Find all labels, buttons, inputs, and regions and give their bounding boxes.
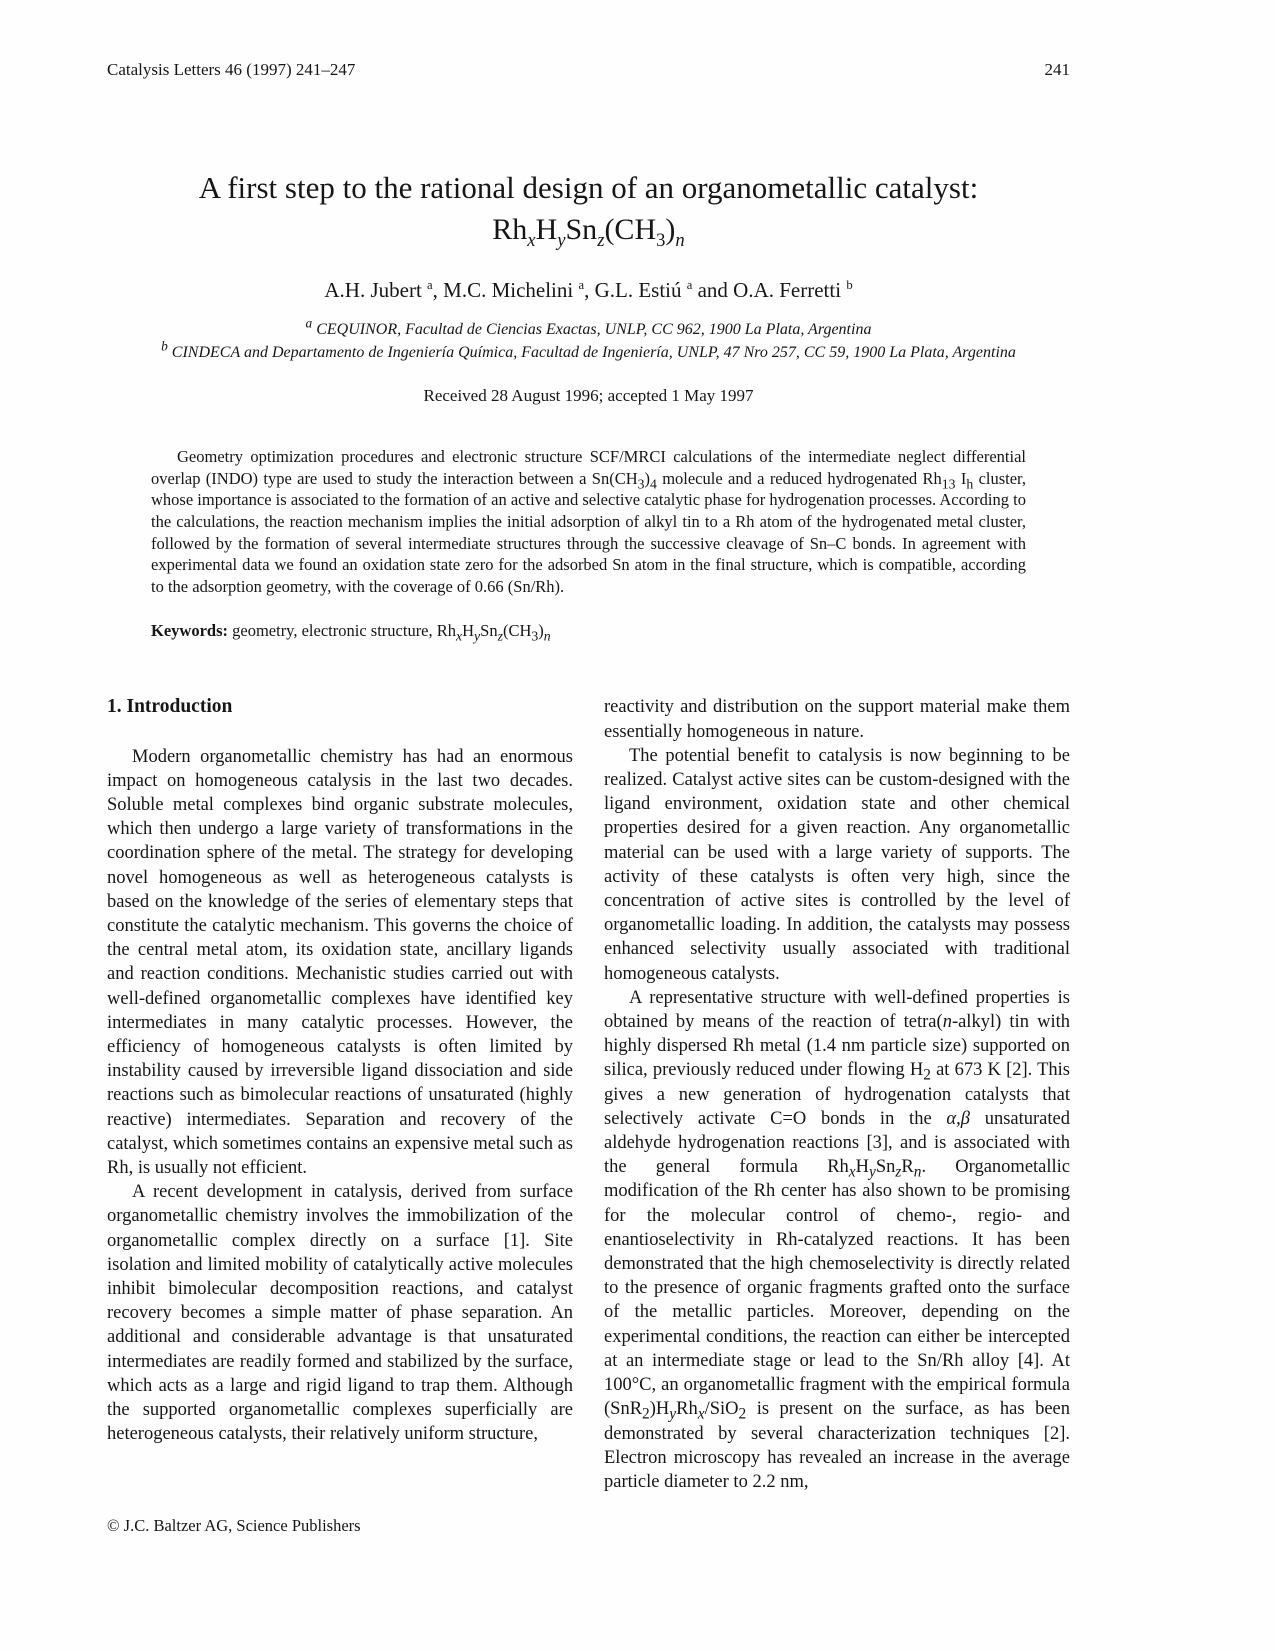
authors-line: A.H. Jubert $^a$, M.C. Michelini $^a$, G.L. Estiú $^a$ and O.A. Ferretti $^b$ (324, 277, 853, 302)
article-body (107, 695, 1070, 1494)
paragraph: The potential benefit to catalysis is now beginning to be realized. Catalyst active sites can be custom-designed with the ligand environment, oxidation state and other chemical properties desired for a given reaction. Any organometallic material can be used with a large variety of supports. The activity of these catalysts is often very high, since the concentration of active sites is controlled by the level of organometallic loading. In addition, the catalysts may possess enhanced selectivity usually associated with traditional homogeneous catalysts. (604, 745, 1070, 984)
paragraph: Modern organometallic chemistry has had an enormous impact on homogeneous catalysis in the last two decades. Soluble metal complexes bind organic substrate molecules, which then undergo a large variety of transformations in the coordination sphere of the metal. The strategy for developing novel homogeneous as well as heterogeneous catalysts is based on the knowledge of the series of elementary steps that constitute the catalytic mechanism. This governs the choice of the central metal atom, its oxidation state, ancillary ligands and reaction conditions. Mechanistic studies carried out with well-defined organometallic complexes have identified key intermediates in many catalytic processes. However, the efficiency of homogeneous catalysts is often limited by instability caused by irreversible ligand dissociation and side reactions such as bimolecular reactions of unsaturated (highly reactive) intermediates. Separation and recovery of the catalyst, which sometimes contains an expensive metal such as Rh, is usually not efficient. (107, 746, 573, 1179)
received-accepted-line: Received 28 August 1996; accepted 1 May 1997 (423, 386, 754, 406)
left-column (107, 695, 573, 1494)
journal-citation: Catalysis Letters 46 (1997) 241–247 (107, 60, 356, 79)
right-column (604, 695, 1070, 1494)
paragraph: reactivity and distribution on the support material make them essentially homogeneous in nature. (604, 697, 1070, 742)
article-title (107, 168, 1070, 250)
copyright-line: © J.C. Baltzer AG, Science Publishers (107, 1516, 361, 1535)
paragraph: A recent development in catalysis, derived from surface organometallic chemistry involves the immobilization of the organometallic complex directly on a surface [1]. Site isolation and limited mobility of catalytically active molecules inhibit bimolecular decomposition reactions, and catalyst recovery becomes a simple matter of phase separation. An additional and considerable advantage is that unsaturated intermediates are readily formed and stabilized by the surface, which acts as a large and rigid ligand to trap them. Although the supported organometallic complexes superficially are heterogeneous catalysts, their relatively uniform structure, (107, 1182, 573, 1445)
page-number: 241 (1044, 60, 1070, 79)
page-content (107, 0, 1070, 1494)
keywords-line: Keywords: geometry, electronic structure, $Rh_xH_ySn_z(CH_3)_n$ (151, 621, 551, 644)
paragraph: A representative structure with well-defined properties is obtained by means of the reaction of tetra(n-alkyl) tin with highly dispersed Rh metal (1.4 nm particle size) supported on silica, previously reduced under flowing $H_2$ at 673 K [2]. This gives a new generation of hydrogenation catalysts that selectively activate C=O bonds in the α,β unsaturated aldehyde hydrogenation reactions [3], and is associated with the general formula $Rh_xH_ySn_zR_n$. Organometallic modification of the Rh center has also shown to be promising for the molecular control of chemo-, regio- and enantioselectivity in Rh-catalyzed reactions. It has been demonstrated that the high chemoselectivity is directly related to the presence of organic fragments grafted onto the surface of the metallic particles. Moreover, depending on the experimental conditions, the reaction can either be intercepted at an intermediate stage or lead to the Sn/Rh alloy [4]. At 100°C, an organometallic fragment with the empirical formula $(SnR_2)H_yRh_x/SiO_2$ is present on the surface, as has been demonstrated by several characterization techniques [2]. Electron microscopy has revealed an increase in the average particle diameter to 2.2 nm, (604, 987, 1071, 1492)
title-formula: $Rh_xH_ySn_z(CH_3)_n$ (492, 212, 685, 251)
section-heading-introduction: 1. Introduction (107, 696, 233, 718)
affiliations-block (107, 315, 1070, 364)
affiliation-b: $^b$ CINDECA and Departamento de Ingeniería Química, Facultad de Ingeniería, UNLP, 47 Nro 257, CC 59, 1900 La Plata, Argentina (161, 338, 1016, 361)
affiliation-a: $^a$ CEQUINOR, Facultad de Ciencias Exactas, UNLP, CC 962, 1900 La Plata, Argentina (305, 315, 872, 338)
title-line-1: A first step to the rational design of an organometallic catalyst: (198, 170, 979, 205)
running-head (107, 0, 1070, 80)
abstract-paragraph: Geometry optimization procedures and electronic structure SCF/MRCI calculations of the intermediate neglect differential overlap (INDO) type are used to study the interaction between a $Sn(CH_3)_4$ molecule and a reduced hydrogenated $Rh_{13}$ $I_h$ cluster, whose importance is associated to the formation of an active and selective catalytic phase for hydrogenation processes. According to the calculations, the reaction mechanism implies the initial adsorption of alkyl tin to a Rh atom of the hydrogenated metal cluster, followed by the formation of several intermediate structures through the successive cleavage of Sn–C bonds. In agreement with experimental data we found an oxidation state zero for the adsorbed Sn atom in the final structure, which is compatible, according to the adsorption geometry, with the coverage of 0.66 (Sn/Rh). (151, 447, 1027, 596)
